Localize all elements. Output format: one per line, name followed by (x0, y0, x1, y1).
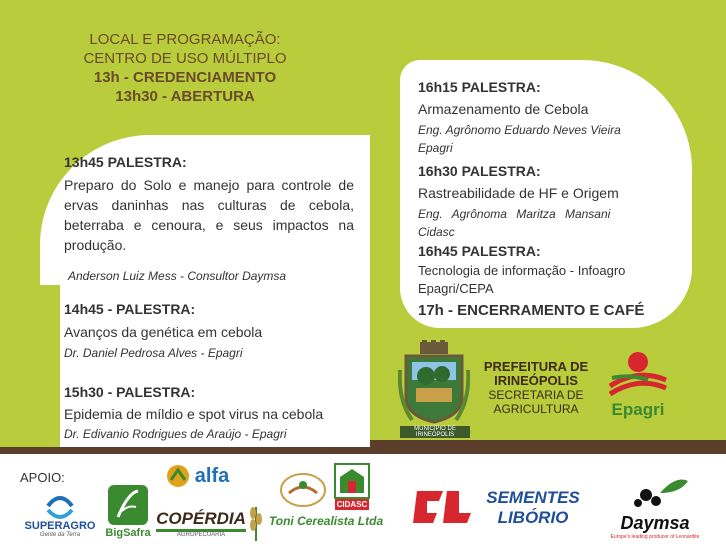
cidasc-name: CIDASC (336, 499, 368, 509)
header-line-4: 13h30 - ABERTURA (115, 88, 255, 105)
alfa-name: alfa (194, 464, 230, 487)
superagro-icon (42, 492, 78, 520)
sementes-logo (478, 488, 588, 528)
bigsafra-name: BigSafra (105, 527, 151, 539)
session-description: Tecnologia de informação - Infoagro (418, 263, 626, 278)
session-speaker-org: Epagri (418, 141, 453, 155)
superagro-tagline: Gente da Terra (39, 532, 81, 538)
session-speaker: Eng. Agrônoma Maritza Mansani (418, 207, 611, 221)
bigsafra-icon (106, 483, 150, 527)
superagro-logo (20, 484, 100, 546)
session-title: 15h30 - PALESTRA: (64, 384, 196, 400)
session-speaker: Anderson Luiz Mess - Consultor Daymsa (68, 269, 287, 283)
session-1345 (64, 153, 354, 285)
session-description: Rastreabilidade de HF e Origem (418, 185, 619, 201)
wheat-icon (245, 501, 267, 541)
daymsa-logo (596, 466, 714, 550)
session-description-org: Epagri/CEPA (418, 281, 494, 296)
header-line-3: 13h - CREDENCIAMENTO (93, 69, 277, 86)
coperdia-logo (156, 500, 246, 546)
session-1530 (64, 383, 364, 443)
session-title: 14h45 - PALESTRA: (64, 301, 196, 317)
session-title: 13h45 PALESTRA: (64, 154, 187, 170)
municipal-crest (398, 340, 470, 432)
epagri-name: Epagri (611, 400, 665, 419)
session-1615 (418, 78, 668, 157)
daymsa-tagline: Europe's leading producer of Leonardite (610, 533, 700, 540)
header-line-1: LOCAL E PROGRAMAÇÃO: (89, 31, 281, 48)
bigsafra-logo (98, 476, 158, 546)
prefeitura-line-4: AGRICULTURA (493, 402, 579, 416)
session-speaker: Dr. Daniel Pedrosa Alves - Epagri (64, 346, 243, 360)
prefeitura-line-1: PREFEITURA DE (483, 359, 589, 374)
crest-caption: MUNICÍPIO DE IRINEÓPOLIS (400, 426, 470, 438)
session-title: 16h30 PALESTRA: (418, 163, 541, 179)
program-header (40, 30, 330, 106)
session-description: Armazenamento de Cebola (418, 101, 589, 117)
sementes-line-1: SEMENTES (486, 488, 580, 507)
session-title: 16h15 PALESTRA: (418, 79, 541, 95)
session-description: Preparo do Solo e manejo para controle de ervas daninhas nas culturas de cebola, beterraba e cenoura, e seus impactos na produção. (64, 177, 354, 253)
header-line-2: CENTRO DE USO MÚLTIPLO (83, 50, 287, 67)
toni-name: Toni Cerealista Ltda (268, 514, 384, 528)
alfa-logo (156, 462, 238, 490)
session-1630 (418, 162, 668, 241)
daymsa-name: Daymsa (620, 512, 690, 533)
sementes-line-2: LIBÓRIO (497, 508, 569, 527)
session-description: Epidemia de míldio e spot virus na cebola (64, 406, 324, 422)
session-description: Avanços da genética em cebola (64, 324, 263, 340)
session-speaker-org: Cidasc (418, 225, 455, 239)
prefeitura-line-3: SECRETARIA DE (488, 388, 584, 402)
epagri-logo (600, 345, 676, 425)
session-title: 16h45 PALESTRA: (418, 243, 541, 259)
alfa-icon (165, 464, 191, 488)
prefeitura-line-2: IRINEÓPOLIS (494, 373, 578, 388)
coperdia-tagline: AGROPECUÁRIA (176, 531, 226, 538)
superagro-name: SUPERAGRO (24, 520, 96, 532)
epagri-icon (608, 350, 668, 400)
session-1645 (418, 242, 678, 320)
coperdia-name: COPÉRDIA (156, 509, 246, 532)
apoio-label: APOIO: (20, 470, 65, 485)
session-1445 (64, 300, 354, 362)
session-speaker: Dr. Edivanio Rodrigues de Araújo - Epagri (64, 427, 287, 441)
cidasc-logo (332, 460, 372, 512)
sementes-icon-box (408, 486, 474, 528)
crest-icon (398, 340, 470, 432)
cidasc-icon (334, 463, 370, 499)
closing-title: 17h - ENCERRAMENTO E CAFÉ (418, 302, 645, 319)
session-speaker: Eng. Agrônomo Eduardo Neves Vieira (418, 123, 621, 137)
daymsa-icon (620, 477, 690, 513)
prefeitura-logo (480, 360, 592, 416)
sementes-icon (409, 487, 473, 527)
